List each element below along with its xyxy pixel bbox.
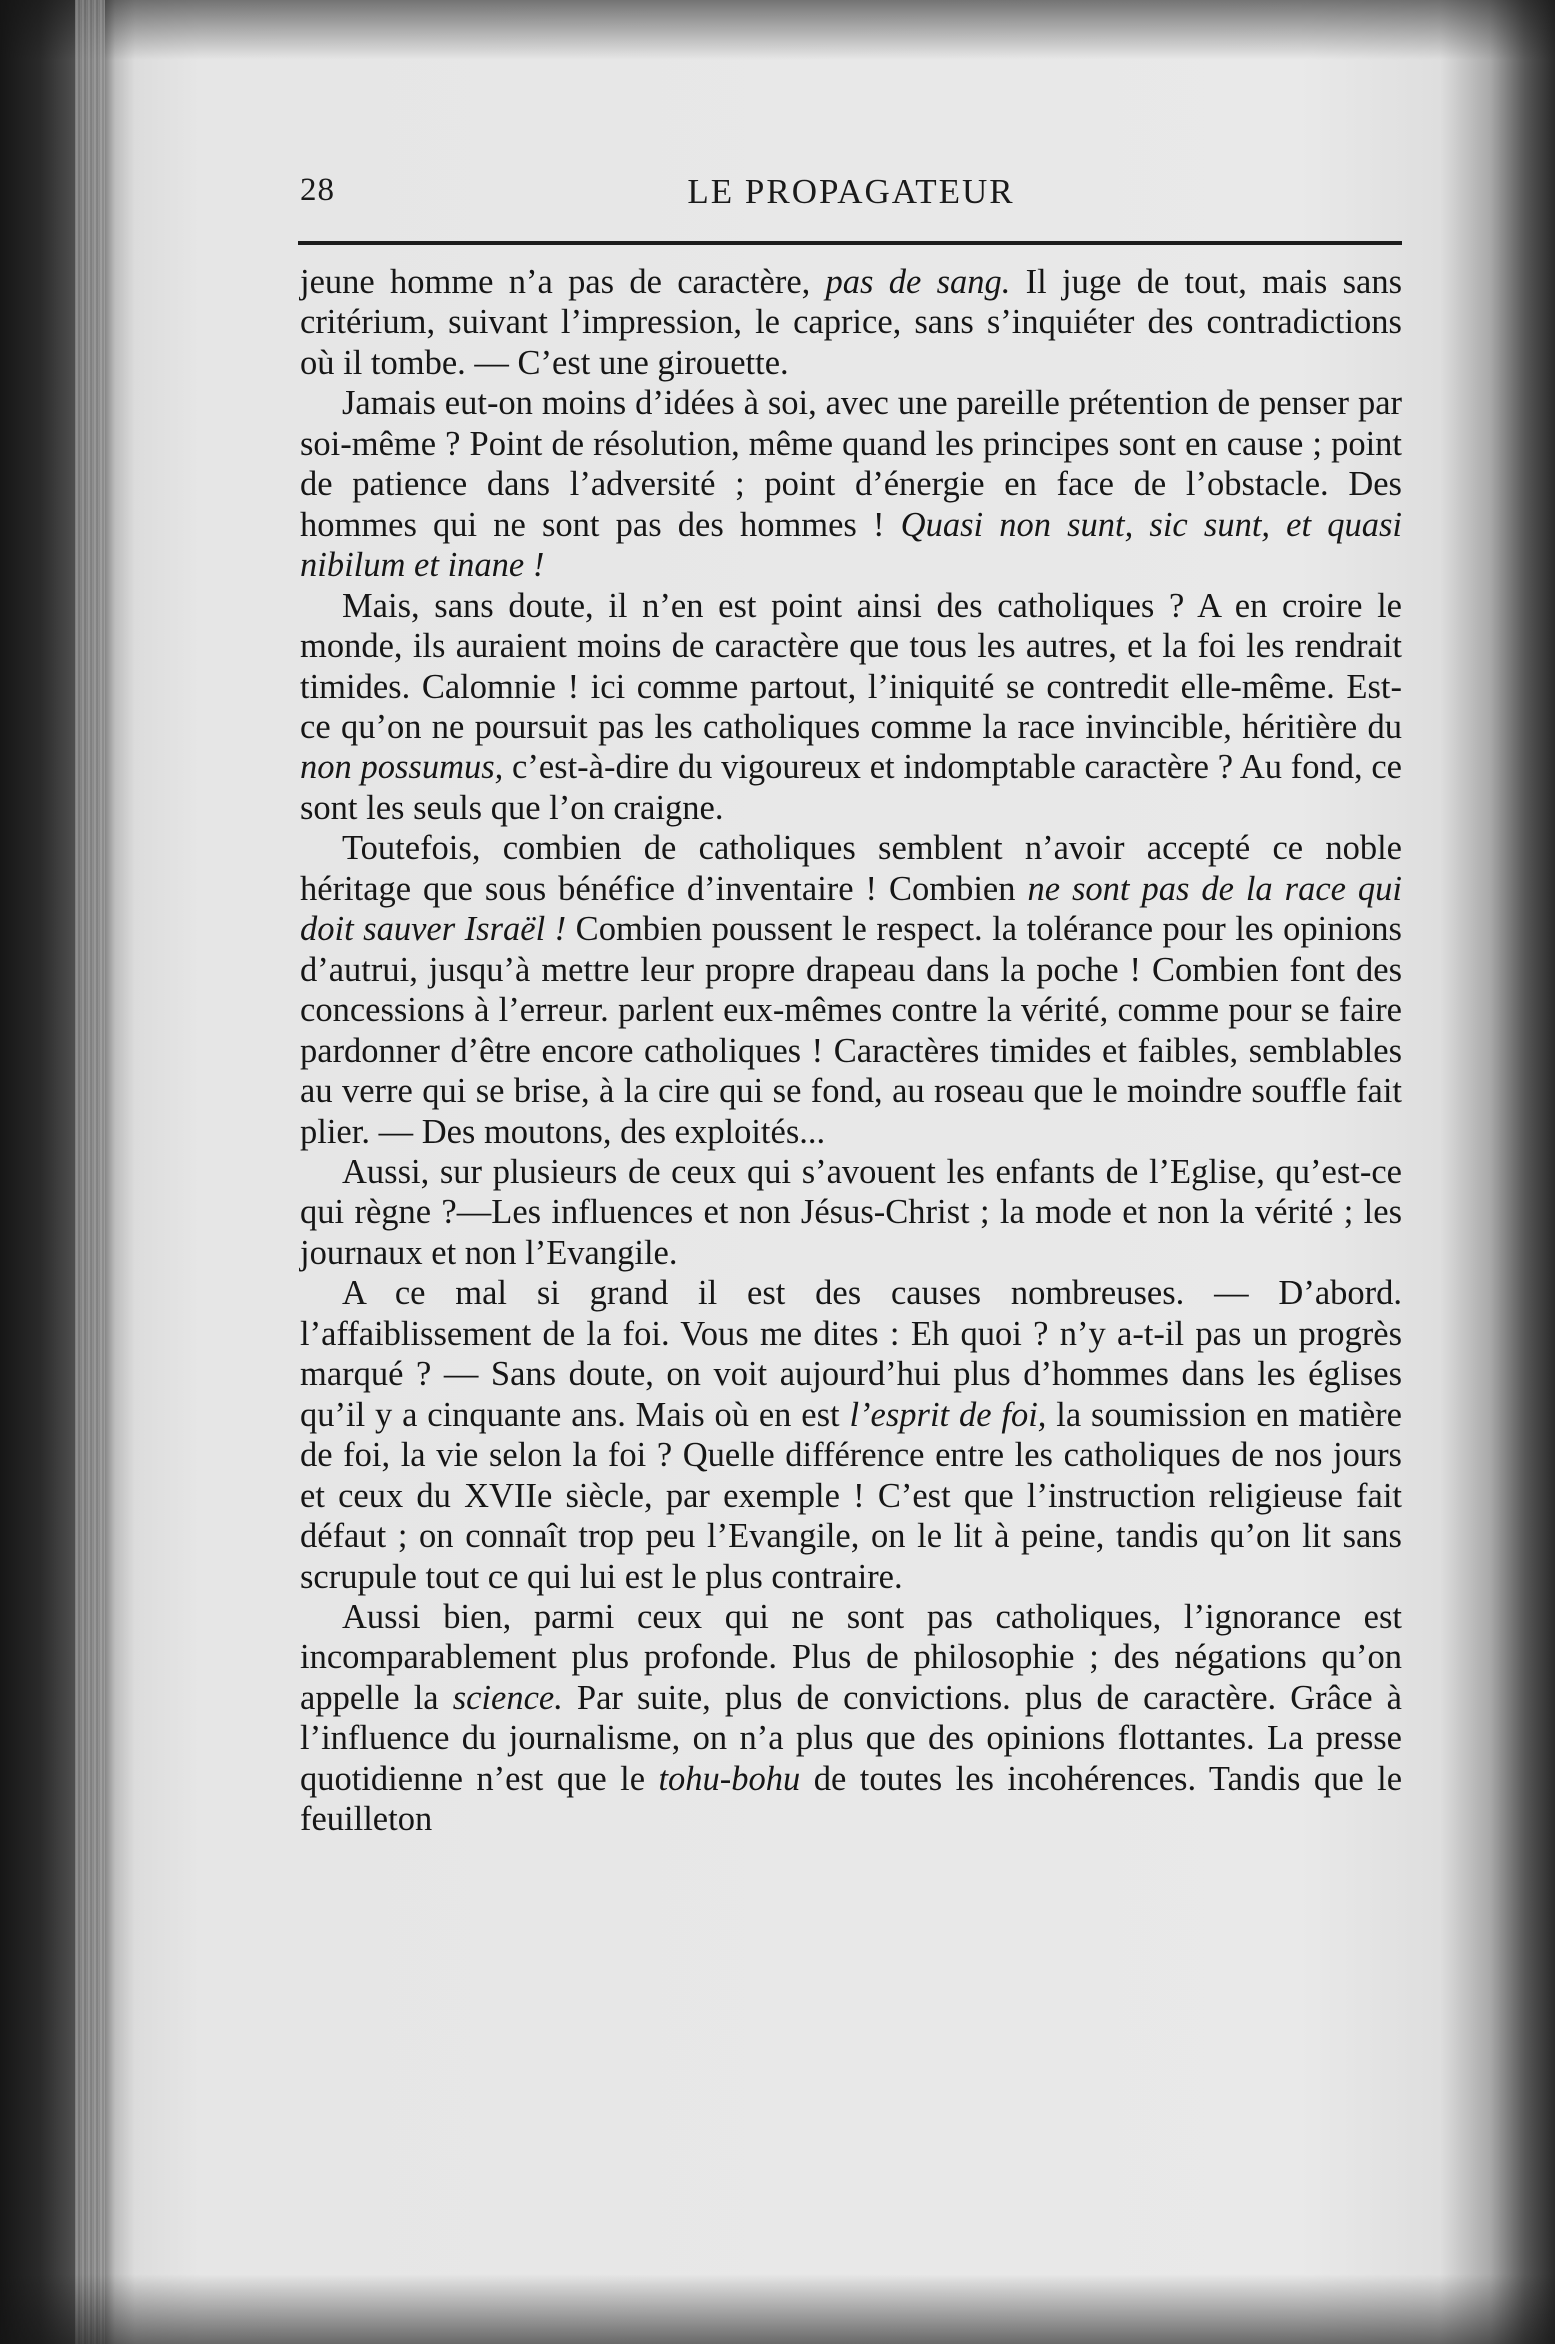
- paragraph: [300, 383, 1402, 585]
- paragraph-text: Par suite, plus de convictions. plus de caractère. Grâce à l’influence du journalisme, on n’a plus que des opinions flottantes. La presse quotidienne n’est que le: [300, 1678, 1402, 1798]
- italic-text: ne sont pas de la race qui doit sauver Israël !: [300, 869, 1402, 949]
- paragraph-text: Aussi bien, parmi ceux qui ne sont pas catholiques, l’ignorance est incomparablement plus profonde. Plus de philosophie ; des négations qu’on appelle la: [300, 1597, 1402, 1717]
- paragraph-text: Il juge de tout, mais sans critérium, suivant l’impression, le caprice, sans s’inquiéter des contradictions où il tombe. — C’est une girouette.: [300, 263, 1402, 382]
- paragraph: [300, 828, 1402, 1152]
- paragraph-text: Mais, sans doute, il n’en est point ainsi des catholiques ? A en croire le monde, ils auraient moins de caractère que tous les autres, et la foi les rendrait timides. Calomnie ! ici comme partout, l’iniquité se contredit elle-même. Est-ce qu’on ne poursuit pas les catholiques comme la race invincible, héritière du: [300, 586, 1402, 746]
- paragraph: [300, 1597, 1402, 1840]
- paragraph-text: Combien poussent le respect. la tolérance pour les opinions d’autrui, jusqu’à mettre leur propre drapeau dans la poche ! Combien font des concessions à l’erreur. parlent eux-mêmes contre la vérité, comme pour se faire pardonner d’être encore catholiques ! Caractères timides et faibles, semblables au verre qui se brise, à la cire qui se fond, au roseau que le moindre souffle fait plier. — Des moutons, des exploités...: [300, 910, 1402, 1151]
- italic-text: Quasi non sunt, sic sunt, et quasi nibilum et inane !: [300, 505, 1402, 585]
- book-page-edges: [75, 0, 105, 2344]
- italic-text: pas de sang.: [825, 263, 1011, 301]
- paragraph: [300, 586, 1402, 829]
- paragraph-text: c’est-à-dire du vigoureux et indomptable caractère ? Au fond, ce sont les seuls que l’on craigne.: [300, 748, 1402, 827]
- page-header: [300, 172, 1402, 232]
- italic-text: l’esprit de foi,: [849, 1395, 1047, 1434]
- paragraph-text: Toutefois, combien de catholiques semblent n’avoir accepté ce noble héritage que sous bénéfice d’inventaire ! Combien: [300, 829, 1402, 908]
- paragraph-text: la soumission en matière de foi, la vie selon la foi ? Quelle différence entre les catholiques de nos jours et ceux du XVIIe siècle, par exemple ! C’est que l’instruction religieuse fait défaut ; on connaît trop peu l’Evangile, on le lit à peine, tandis qu’on lit sans scrupule tout ce qui lui est le plus contraire.: [300, 1395, 1402, 1596]
- paragraph-text: A ce mal si grand il est des causes nombreuses. — D’abord. l’affaiblissement de la foi. Vous me dites : Eh quoi ? n’y a-t-il pas un progrès marqué ? — Sans doute, on voit aujourd’hui plus d’hommes dans les églises qu’il y a cinquante ans. Mais où en est: [300, 1274, 1402, 1434]
- header-rule: [298, 241, 1402, 245]
- paragraph-text: Aussi, sur plusieurs de ceux qui s’avouent les enfants de l’Eglise, qu’est-ce qui règne ?—Les influences et non Jésus-Christ ; la mode et non la vérité ; les journaux et non l’Evangile.: [300, 1152, 1402, 1272]
- body-text: [300, 262, 1402, 1840]
- paragraph: [300, 1152, 1402, 1273]
- paragraph-text: de toutes les incohérences. Tandis que le feuilleton: [300, 1759, 1403, 1839]
- page-number: 28: [300, 172, 335, 208]
- italic-text: science.: [452, 1678, 563, 1717]
- paragraph: [300, 1273, 1402, 1597]
- italic-text: tohu-bohu: [658, 1759, 801, 1798]
- paragraph-text: jeune homme n’a pas de caractère,: [300, 263, 826, 301]
- running-title: LE PROPAGATEUR: [687, 172, 1015, 211]
- paragraph-text: Jamais eut-on moins d’idées à soi, avec une pareille prétention de penser par soi-même ? Point de résolution, même quand les principes sont en cause ; point de patience dans l’adversité ; point d’énergie en face de l’obstacle. Des hommes qui ne sont pas des hommes !: [300, 384, 1402, 544]
- italic-text: non possumus,: [300, 748, 504, 787]
- paragraph: [300, 262, 1402, 383]
